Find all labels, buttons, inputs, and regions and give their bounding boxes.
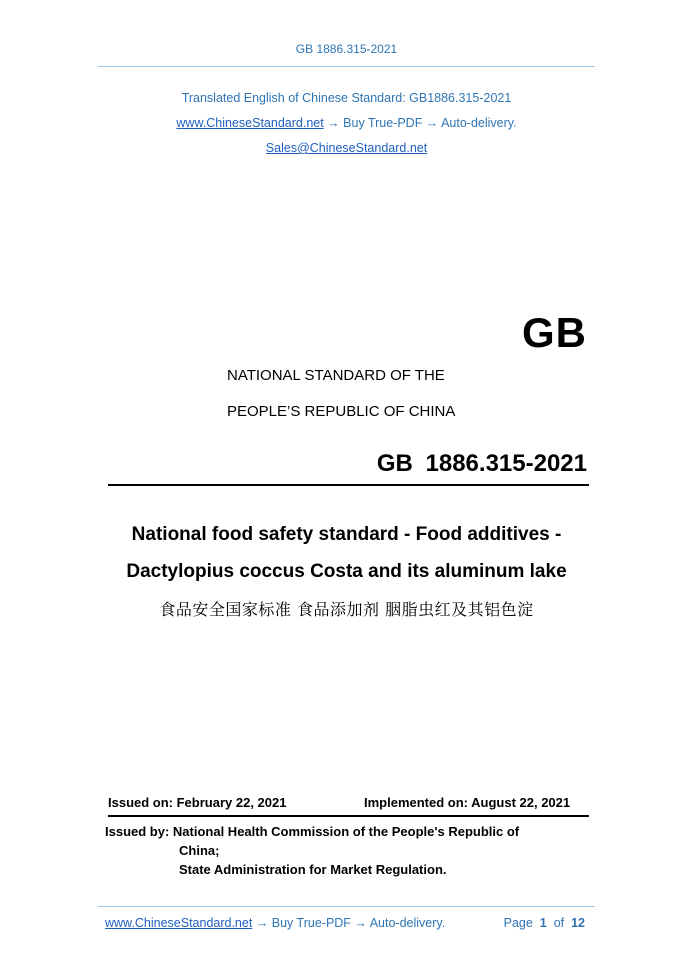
- national-standard-line2: PEOPLE’S REPUBLIC OF CHINA: [227, 403, 456, 420]
- page-label: Page: [503, 916, 533, 930]
- page-of: of: [553, 916, 565, 930]
- email-link[interactable]: Sales@ChineseStandard.net: [265, 141, 428, 155]
- footer-buy-line: [105, 916, 445, 930]
- issued-by-line1: Issued by: National Health Commission of the People's Republic of: [105, 824, 520, 839]
- site-link[interactable]: www.ChineseStandard.net: [176, 116, 324, 130]
- standard-code-divider: [108, 484, 589, 486]
- page-current: 1: [539, 916, 547, 930]
- promo-buy-text: → Buy True-PDF → Auto-delivery.: [323, 116, 517, 130]
- issued-on-date: Issued on: February 22, 2021: [108, 795, 287, 810]
- header-divider: [98, 66, 595, 67]
- footer-buy-text: → Buy True-PDF → Auto-delivery.: [252, 916, 446, 930]
- issued-by-line3: State Administration for Market Regulation.: [179, 862, 447, 877]
- gb-mark: GB: [522, 309, 587, 356]
- national-standard-line1: NATIONAL STANDARD OF THE: [227, 367, 445, 384]
- promo-buy-line: [0, 116, 693, 130]
- document-title-chinese: 食品安全国家标准 食品添加剂 胭脂虫红及其铝色淀: [159, 600, 534, 619]
- document-title-line1: National food safety standard - Food additives -: [131, 524, 562, 545]
- issued-by-line2: China;: [179, 843, 220, 858]
- issued-by-block: [105, 822, 519, 879]
- document-title-line2: Dactylopius coccus Costa and its aluminum lake: [126, 561, 567, 582]
- page-total: 12: [571, 916, 585, 930]
- footer-divider: [98, 906, 595, 907]
- standard-code: GB 1886.315-2021: [376, 450, 587, 477]
- footer-site-link[interactable]: www.ChineseStandard.net: [105, 916, 253, 930]
- promo-translation-line: Translated English of Chinese Standard: GB1886.315-2021: [181, 91, 512, 105]
- implemented-on-date: Implemented on: August 22, 2021: [364, 795, 571, 810]
- header-standard-code: GB 1886.315-2021: [295, 42, 398, 56]
- page-indicator: [504, 916, 585, 930]
- issue-divider: [108, 815, 589, 817]
- promo-email-line: [0, 141, 693, 155]
